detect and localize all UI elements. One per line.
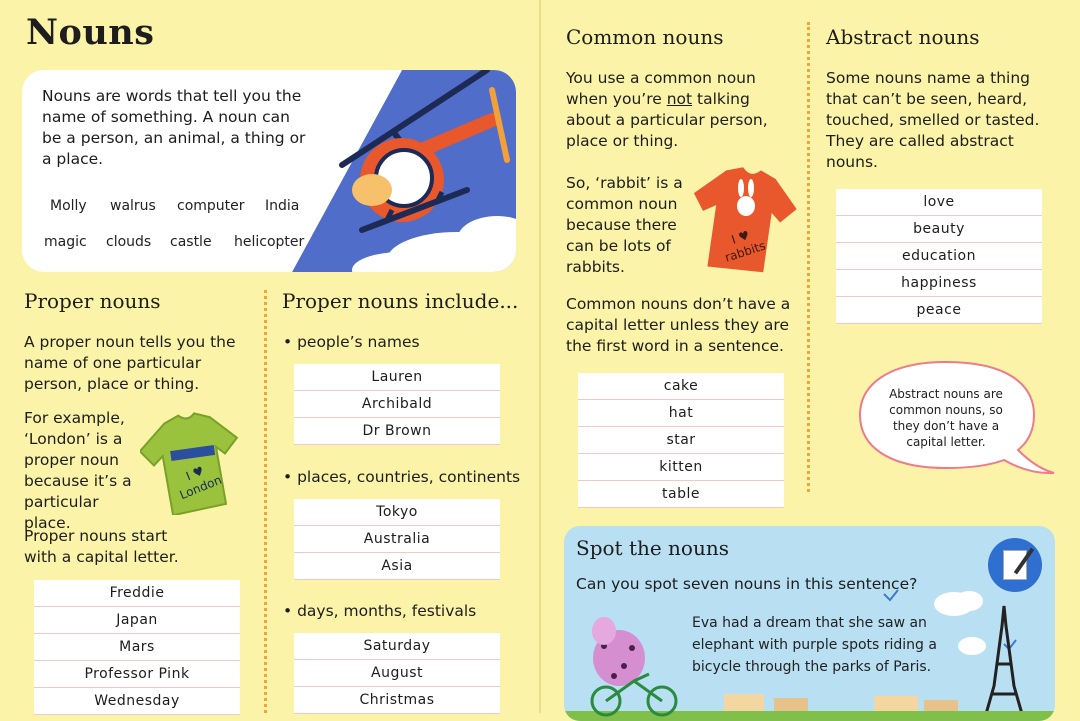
list-item: Dr Brown [294, 418, 500, 445]
common-nouns-heading: Common nouns [566, 25, 724, 49]
tshirt-slogan: I ♥ London [177, 463, 224, 503]
definition-part: talking about a particular person, place or thing. [566, 90, 768, 150]
common-nouns-example: So, ‘rabbit’ is a common noun because there can be lots of rabbits. [566, 174, 683, 276]
list-item: Professor Pink [34, 661, 240, 688]
list-item: Christmas [294, 687, 500, 714]
emphasis-not: not [666, 90, 693, 108]
bubble-text: Abstract nouns are common nouns, so they don’t have a capital letter. [889, 387, 1003, 449]
list-item: Australia [294, 526, 500, 553]
proper-nouns-include-heading: Proper nouns include... [282, 289, 519, 313]
tshirt-slogan: I ♥ rabbits [723, 227, 768, 265]
proper-nouns-example: For example, ‘London’ is a proper noun because it’s a particular place. [24, 409, 132, 532]
spot-the-nouns-heading: Spot the nouns [576, 536, 729, 560]
list-item: education [836, 243, 1042, 270]
example-noun: computer [177, 198, 245, 214]
column-divider [264, 290, 267, 713]
list-item: beauty [836, 216, 1042, 243]
list-item: happiness [836, 270, 1042, 297]
common-nouns-capital-rule: Common nouns don’t have a capital letter unless they are the first word in a sentence. [566, 295, 791, 355]
example-noun: India [265, 198, 300, 214]
list-item: Lauren [294, 364, 500, 391]
london-tshirt [140, 410, 246, 515]
page-gutter [539, 0, 541, 713]
spot-the-nouns-card [564, 526, 1055, 721]
list-item: star [578, 427, 784, 454]
proper-nouns-list [34, 580, 240, 715]
example-noun: clouds [106, 234, 152, 250]
example-noun: castle [170, 234, 212, 250]
list-item: hat [578, 400, 784, 427]
example-noun: walrus [110, 198, 156, 214]
category-label: • people’s names [283, 332, 420, 353]
category-label: • days, months, festivals [283, 601, 476, 622]
people-names-list [294, 364, 500, 445]
list-item: Archibald [294, 391, 500, 418]
list-item: kitten [578, 454, 784, 481]
helicopter-illustration [292, 70, 516, 272]
list-item: love [836, 189, 1042, 216]
list-item: Asia [294, 553, 500, 580]
common-nouns-list [578, 373, 784, 508]
proper-nouns-capital-rule: Proper nouns start with a capital letter. [24, 527, 179, 566]
spot-sentence: Eva had a dream that she saw an elephant with purple spots riding a bicycle through the parks of Paris. [692, 615, 937, 675]
list-item: table [578, 481, 784, 508]
proper-nouns-definition: A proper noun tells you the name of one particular person, place or thing. [24, 333, 236, 393]
speech-bubble [858, 360, 1034, 470]
notepad-icon[interactable] [988, 538, 1042, 592]
common-nouns-definition [566, 68, 788, 152]
page-title: Nouns [26, 12, 155, 53]
column-divider [807, 22, 810, 492]
list-item: peace [836, 297, 1042, 324]
rabbits-tshirt [688, 164, 798, 276]
list-item: Freddie [34, 580, 240, 607]
list-item: Saturday [294, 633, 500, 660]
intro-card [22, 70, 516, 272]
proper-nouns-heading: Proper nouns [24, 289, 161, 313]
days-list [294, 633, 500, 714]
category-label: • places, countries, continents [283, 467, 520, 488]
example-noun: helicopter [234, 234, 305, 250]
list-item: Mars [34, 634, 240, 661]
example-noun: Molly [50, 198, 87, 214]
paris-illustration [564, 586, 1055, 721]
abstract-nouns-list [836, 189, 1042, 324]
tshirt-icon [140, 410, 246, 515]
definition-part: You use a common noun when you’re [566, 69, 756, 108]
list-item: Tokyo [294, 499, 500, 526]
spot-question: Can you spot seven nouns in this sentence? [576, 575, 918, 593]
list-item: August [294, 660, 500, 687]
list-item: Wednesday [34, 688, 240, 715]
intro-text: Nouns are words that tell you the name of something. A noun can be a person, an animal, a thing or a place. [42, 87, 306, 168]
abstract-nouns-definition: Some nouns name a thing that can’t be seen, heard, touched, smelled or tasted. They are called abstract nouns. [826, 69, 1040, 171]
abstract-nouns-heading: Abstract nouns [826, 25, 980, 49]
list-item: Japan [34, 607, 240, 634]
example-noun: magic [44, 234, 87, 250]
list-item: cake [578, 373, 784, 400]
places-list [294, 499, 500, 580]
